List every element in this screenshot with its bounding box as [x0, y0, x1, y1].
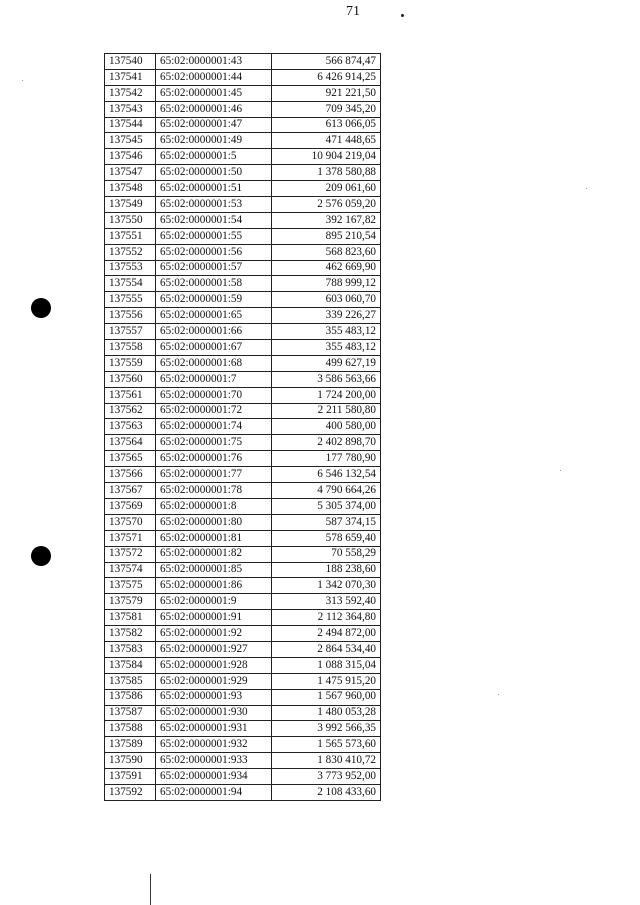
value-cell: 568 823,60	[272, 244, 381, 260]
row-id-cell: 137544	[105, 117, 156, 133]
cadastral-number-cell: 65:02:0000001:933	[156, 753, 272, 769]
row-id-cell: 137560	[105, 371, 156, 387]
cadastral-number-cell: 65:02:0000001:7	[156, 371, 272, 387]
value-cell: 566 874,47	[272, 54, 381, 70]
value-cell: 339 226,27	[272, 308, 381, 324]
table-row	[105, 212, 381, 228]
row-id-cell: 137588	[105, 721, 156, 737]
cadastral-number-cell: 65:02:0000001:929	[156, 673, 272, 689]
value-cell: 3 586 563,66	[272, 371, 381, 387]
cadastral-number-cell: 65:02:0000001:74	[156, 419, 272, 435]
row-id-cell: 137552	[105, 244, 156, 260]
value-cell: 2 576 059,20	[272, 197, 381, 213]
cadastral-number-cell: 65:02:0000001:70	[156, 387, 272, 403]
cadastral-number-cell: 65:02:0000001:934	[156, 769, 272, 785]
cadastral-number-cell: 65:02:0000001:44	[156, 69, 272, 85]
row-id-cell: 137555	[105, 292, 156, 308]
row-id-cell: 137563	[105, 419, 156, 435]
row-id-cell: 137541	[105, 69, 156, 85]
value-cell: 400 580,00	[272, 419, 381, 435]
value-cell: 355 483,12	[272, 324, 381, 340]
table-row	[105, 451, 381, 467]
cadastral-number-cell: 65:02:0000001:51	[156, 181, 272, 197]
row-id-cell: 137562	[105, 403, 156, 419]
value-cell: 2 211 580,80	[272, 403, 381, 419]
value-cell: 709 345,20	[272, 101, 381, 117]
row-id-cell: 137571	[105, 530, 156, 546]
table-row	[105, 705, 381, 721]
value-cell: 1 724 200,00	[272, 387, 381, 403]
value-cell: 613 066,05	[272, 117, 381, 133]
table-row	[105, 610, 381, 626]
table-row	[105, 737, 381, 753]
table-row	[105, 784, 381, 800]
row-id-cell: 137551	[105, 228, 156, 244]
row-id-cell: 137542	[105, 85, 156, 101]
row-id-cell: 137589	[105, 737, 156, 753]
row-id-cell: 137559	[105, 355, 156, 371]
cadastral-number-cell: 65:02:0000001:77	[156, 467, 272, 483]
table-row	[105, 165, 381, 181]
value-cell: 70 558,29	[272, 546, 381, 562]
table-row	[105, 641, 381, 657]
value-cell: 788 999,12	[272, 276, 381, 292]
value-cell: 177 780,90	[272, 451, 381, 467]
cadastral-number-cell: 65:02:0000001:56	[156, 244, 272, 260]
row-id-cell: 137564	[105, 435, 156, 451]
scan-speck	[22, 80, 23, 81]
cadastral-number-cell: 65:02:0000001:82	[156, 546, 272, 562]
cadastral-number-cell: 65:02:0000001:76	[156, 451, 272, 467]
row-id-cell: 137561	[105, 387, 156, 403]
cadastral-number-cell: 65:02:0000001:78	[156, 483, 272, 499]
table-row	[105, 403, 381, 419]
row-id-cell: 137548	[105, 181, 156, 197]
row-id-cell: 137581	[105, 610, 156, 626]
cadastral-number-cell: 65:02:0000001:49	[156, 133, 272, 149]
row-id-cell: 137592	[105, 784, 156, 800]
cadastral-number-cell: 65:02:0000001:66	[156, 324, 272, 340]
row-id-cell: 137565	[105, 451, 156, 467]
value-cell: 313 592,40	[272, 594, 381, 610]
cadastral-number-cell: 65:02:0000001:50	[156, 165, 272, 181]
value-cell: 1 565 573,60	[272, 737, 381, 753]
cadastral-number-cell: 65:02:0000001:93	[156, 689, 272, 705]
row-id-cell: 137570	[105, 514, 156, 530]
cadastral-number-cell: 65:02:0000001:68	[156, 355, 272, 371]
row-id-cell: 137557	[105, 324, 156, 340]
table-row	[105, 54, 381, 70]
row-id-cell: 137582	[105, 626, 156, 642]
row-id-cell: 137550	[105, 212, 156, 228]
cadastral-number-cell: 65:02:0000001:54	[156, 212, 272, 228]
value-cell: 2 494 872,00	[272, 626, 381, 642]
scan-speck	[498, 694, 499, 695]
cadastral-number-cell: 65:02:0000001:8	[156, 498, 272, 514]
value-cell: 392 167,82	[272, 212, 381, 228]
row-id-cell: 137574	[105, 562, 156, 578]
table-row	[105, 340, 381, 356]
table-row	[105, 435, 381, 451]
cadastral-number-cell: 65:02:0000001:928	[156, 657, 272, 673]
row-id-cell: 137587	[105, 705, 156, 721]
row-id-cell: 137584	[105, 657, 156, 673]
value-cell: 1 088 315,04	[272, 657, 381, 673]
cadastral-number-cell: 65:02:0000001:931	[156, 721, 272, 737]
table-row	[105, 498, 381, 514]
table-row	[105, 276, 381, 292]
table-row	[105, 292, 381, 308]
table-row	[105, 133, 381, 149]
cadastral-number-cell: 65:02:0000001:930	[156, 705, 272, 721]
row-id-cell: 137569	[105, 498, 156, 514]
cadastral-number-cell: 65:02:0000001:86	[156, 578, 272, 594]
punch-hole-lower	[31, 546, 51, 566]
value-cell: 6 426 914,25	[272, 69, 381, 85]
value-cell: 895 210,54	[272, 228, 381, 244]
value-cell: 2 108 433,60	[272, 784, 381, 800]
value-cell: 499 627,19	[272, 355, 381, 371]
value-cell: 2 402 898,70	[272, 435, 381, 451]
cadastral-number-cell: 65:02:0000001:80	[156, 514, 272, 530]
value-cell: 3 992 566,35	[272, 721, 381, 737]
cadastral-number-cell: 65:02:0000001:65	[156, 308, 272, 324]
row-id-cell: 137590	[105, 753, 156, 769]
row-id-cell: 137591	[105, 769, 156, 785]
table-row	[105, 387, 381, 403]
row-id-cell: 137553	[105, 260, 156, 276]
row-id-cell: 137556	[105, 308, 156, 324]
table-row	[105, 101, 381, 117]
scan-speck	[560, 470, 561, 471]
table-row	[105, 546, 381, 562]
table-row	[105, 228, 381, 244]
value-cell: 462 669,90	[272, 260, 381, 276]
value-cell: 188 238,60	[272, 562, 381, 578]
table-row	[105, 483, 381, 499]
cadastral-number-cell: 65:02:0000001:55	[156, 228, 272, 244]
row-id-cell: 137554	[105, 276, 156, 292]
row-id-cell: 137575	[105, 578, 156, 594]
table-row	[105, 721, 381, 737]
cadastral-number-cell: 65:02:0000001:43	[156, 54, 272, 70]
cadastral-number-cell: 65:02:0000001:5	[156, 149, 272, 165]
cadastral-number-cell: 65:02:0000001:58	[156, 276, 272, 292]
value-cell: 1 480 053,28	[272, 705, 381, 721]
cadastral-number-cell: 65:02:0000001:91	[156, 610, 272, 626]
cadastral-number-cell: 65:02:0000001:9	[156, 594, 272, 610]
row-id-cell: 137549	[105, 197, 156, 213]
value-cell: 471 448,65	[272, 133, 381, 149]
cadastral-number-cell: 65:02:0000001:57	[156, 260, 272, 276]
margin-line	[150, 874, 151, 905]
page-number: 71	[346, 4, 360, 19]
row-id-cell: 137566	[105, 467, 156, 483]
cadastral-number-cell: 65:02:0000001:932	[156, 737, 272, 753]
value-cell: 1 378 580,88	[272, 165, 381, 181]
value-cell: 1 830 410,72	[272, 753, 381, 769]
cadastral-number-cell: 65:02:0000001:92	[156, 626, 272, 642]
table-row	[105, 753, 381, 769]
row-id-cell: 137567	[105, 483, 156, 499]
punch-hole-upper	[31, 298, 51, 318]
value-cell: 587 374,15	[272, 514, 381, 530]
scan-speck	[586, 188, 587, 189]
row-id-cell: 137579	[105, 594, 156, 610]
row-id-cell: 137572	[105, 546, 156, 562]
cadastral-value-table	[104, 53, 381, 801]
row-id-cell: 137546	[105, 149, 156, 165]
table-row	[105, 324, 381, 340]
table-row	[105, 181, 381, 197]
table-row	[105, 308, 381, 324]
table-body	[105, 54, 381, 801]
table-row	[105, 562, 381, 578]
value-cell: 10 904 219,04	[272, 149, 381, 165]
row-id-cell: 137585	[105, 673, 156, 689]
value-cell: 5 305 374,00	[272, 498, 381, 514]
table-row	[105, 514, 381, 530]
table-row	[105, 769, 381, 785]
cadastral-number-cell: 65:02:0000001:59	[156, 292, 272, 308]
value-cell: 578 659,40	[272, 530, 381, 546]
table-row	[105, 673, 381, 689]
value-cell: 3 773 952,00	[272, 769, 381, 785]
table-row	[105, 260, 381, 276]
cadastral-number-cell: 65:02:0000001:53	[156, 197, 272, 213]
value-cell: 1 475 915,20	[272, 673, 381, 689]
table-row	[105, 149, 381, 165]
value-cell: 355 483,12	[272, 340, 381, 356]
table-row	[105, 626, 381, 642]
row-id-cell: 137543	[105, 101, 156, 117]
table-row	[105, 594, 381, 610]
cadastral-number-cell: 65:02:0000001:94	[156, 784, 272, 800]
row-id-cell: 137583	[105, 641, 156, 657]
cadastral-number-cell: 65:02:0000001:927	[156, 641, 272, 657]
table-row	[105, 530, 381, 546]
row-id-cell: 137540	[105, 54, 156, 70]
cadastral-number-cell: 65:02:0000001:81	[156, 530, 272, 546]
table-row	[105, 657, 381, 673]
value-cell: 2 864 534,40	[272, 641, 381, 657]
row-id-cell: 137586	[105, 689, 156, 705]
value-cell: 2 112 364,80	[272, 610, 381, 626]
table-row	[105, 578, 381, 594]
cadastral-number-cell: 65:02:0000001:72	[156, 403, 272, 419]
table-row	[105, 69, 381, 85]
value-cell: 4 790 664,26	[272, 483, 381, 499]
value-cell: 6 546 132,54	[272, 467, 381, 483]
cadastral-number-cell: 65:02:0000001:47	[156, 117, 272, 133]
value-cell: 209 061,60	[272, 181, 381, 197]
cadastral-number-cell: 65:02:0000001:67	[156, 340, 272, 356]
ink-dot	[401, 14, 404, 17]
row-id-cell: 137547	[105, 165, 156, 181]
cadastral-number-cell: 65:02:0000001:85	[156, 562, 272, 578]
table-row	[105, 419, 381, 435]
table-row	[105, 689, 381, 705]
table-row	[105, 467, 381, 483]
cadastral-number-cell: 65:02:0000001:45	[156, 85, 272, 101]
table-row	[105, 371, 381, 387]
table-row	[105, 197, 381, 213]
table-row	[105, 85, 381, 101]
value-cell: 921 221,50	[272, 85, 381, 101]
row-id-cell: 137558	[105, 340, 156, 356]
cadastral-number-cell: 65:02:0000001:75	[156, 435, 272, 451]
value-cell: 1 342 070,30	[272, 578, 381, 594]
table-row	[105, 117, 381, 133]
value-cell: 1 567 960,00	[272, 689, 381, 705]
value-cell: 603 060,70	[272, 292, 381, 308]
cadastral-number-cell: 65:02:0000001:46	[156, 101, 272, 117]
table-row	[105, 244, 381, 260]
row-id-cell: 137545	[105, 133, 156, 149]
table-row	[105, 355, 381, 371]
